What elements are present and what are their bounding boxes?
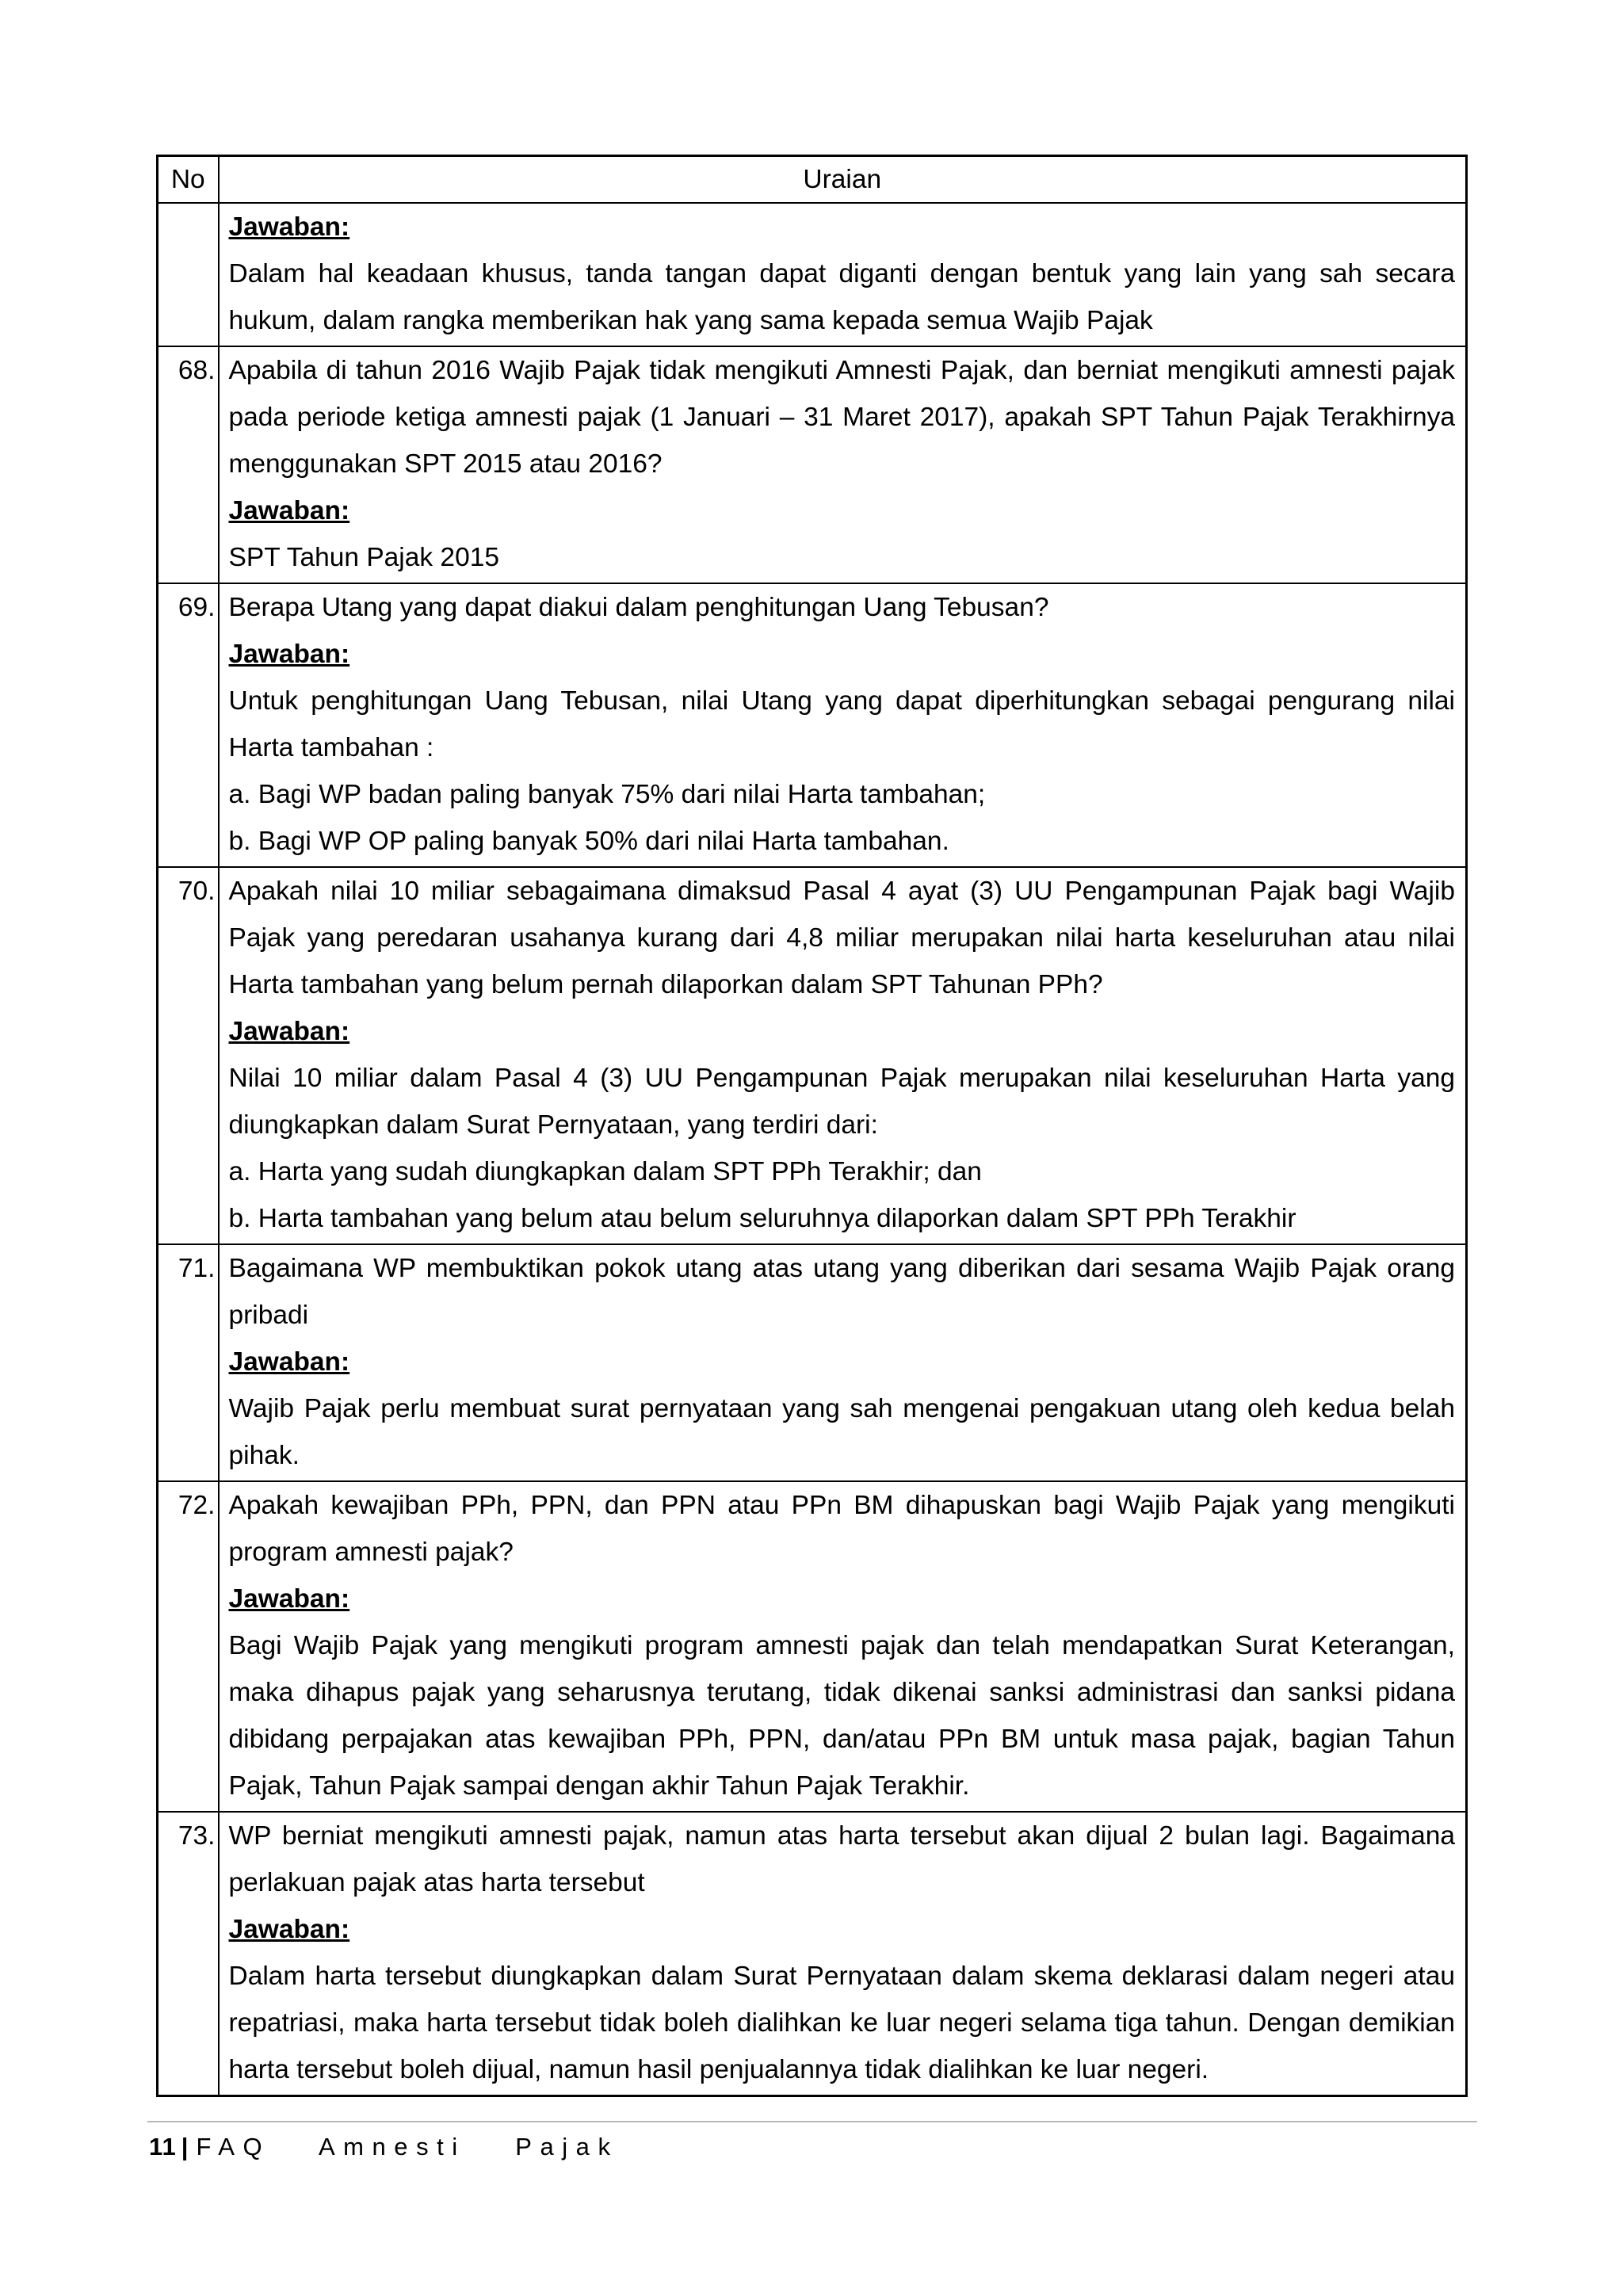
row-text: Apabila di tahun 2016 Wajib Pajak tidak mengikuti Amnesti Pajak, dan berniat mengikuti amnesti pajak pada periode ketiga amnesti pajak (1 Januari – 31 Maret 2017), apakah SPT Tahun Pajak Terakhirnya menggunakan SPT 2015 atau 2016? bbox=[228, 356, 1455, 479]
row-number: 69. bbox=[158, 583, 219, 867]
table-header bbox=[158, 156, 1467, 204]
table-row bbox=[158, 1812, 1467, 2096]
row-content bbox=[219, 867, 1467, 1244]
jawaban-label: Jawaban: bbox=[228, 1915, 350, 1944]
footer-separator-bar: | bbox=[181, 2133, 189, 2160]
table-body bbox=[158, 203, 1467, 2096]
table-row bbox=[158, 346, 1467, 583]
row-number bbox=[158, 203, 219, 346]
jawaban-label: Jawaban: bbox=[228, 1017, 350, 1046]
row-text: SPT Tahun Pajak 2015 bbox=[228, 543, 499, 572]
row-content bbox=[219, 1812, 1467, 2096]
row-text: Apakah nilai 10 miliar sebagaimana dimaksud Pasal 4 ayat (3) UU Pengampunan Pajak bagi Wajib Pajak yang peredaran usahanya kurang dari 4,8 miliar merupakan nilai harta keseluruhan atau nilai Harta tambahan yang belum pernah dilaporkan dalam SPT Tahunan PPh? bbox=[228, 877, 1455, 999]
jawaban-label: Jawaban: bbox=[228, 496, 350, 525]
row-text: Apakah kewajiban PPh, PPN, dan PPN atau PPn BM dihapuskan bagi Wajib Pajak yang mengikuti program amnesti pajak? bbox=[228, 1491, 1455, 1567]
page-number: 11 bbox=[149, 2133, 177, 2160]
table-row bbox=[158, 867, 1467, 1244]
row-content bbox=[219, 203, 1467, 346]
row-number: 71. bbox=[158, 1244, 219, 1481]
row-content bbox=[219, 1481, 1467, 1812]
row-number: 68. bbox=[158, 346, 219, 583]
row-content bbox=[219, 1244, 1467, 1481]
header-uraian: Uraian bbox=[219, 156, 1467, 204]
row-text: Bagaimana WP membuktikan pokok utang atas utang yang diberikan dari sesama Wajib Pajak orang pribadi bbox=[228, 1254, 1455, 1330]
row-number: 70. bbox=[158, 867, 219, 1244]
row-number: 72. bbox=[158, 1481, 219, 1812]
row-text: Bagi Wajib Pajak yang mengikuti program amnesti pajak dan telah mendapatkan Surat Keterangan, maka dihapus pajak yang seharusnya terutang, tidak dikenai sanksi administrasi dan sanksi pidana dibidang perpajakan atas kewajiban PPh, PPN, dan/atau PPn BM untuk masa pajak, bagian Tahun Pajak, Tahun Pajak sampai dengan akhir Tahun Pajak Terakhir. bbox=[228, 1631, 1455, 1801]
jawaban-label: Jawaban: bbox=[228, 1584, 350, 1614]
table-row bbox=[158, 1244, 1467, 1481]
row-number: 73. bbox=[158, 1812, 219, 2096]
table-row bbox=[158, 583, 1467, 867]
jawaban-label: Jawaban: bbox=[228, 640, 350, 669]
row-text: WP berniat mengikuti amnesti pajak, namun atas harta tersebut akan dijual 2 bulan lagi. Bagaimana perlakuan pajak atas harta tersebut bbox=[228, 1821, 1455, 1897]
row-text: Wajib Pajak perlu membuat surat pernyataan yang sah mengenai pengakuan utang oleh kedua belah pihak. bbox=[228, 1394, 1455, 1470]
row-text: Nilai 10 miliar dalam Pasal 4 (3) UU Pengampunan Pajak merupakan nilai keseluruhan Harta yang diungkapkan dalam Surat Pernyataan, yang terdiri dari: bbox=[228, 1064, 1455, 1140]
jawaban-label: Jawaban: bbox=[228, 1347, 350, 1377]
row-text: Dalam hal keadaan khusus, tanda tangan dapat diganti dengan bentuk yang lain yang sah secara hukum, dalam rangka memberikan hak yang sama kepada semua Wajib Pajak bbox=[228, 259, 1455, 335]
row-text: a. Harta yang sudah diungkapkan dalam SPT PPh Terakhir; dan bbox=[228, 1157, 982, 1186]
header-row bbox=[158, 156, 1467, 204]
row-text: b. Harta tambahan yang belum atau belum seluruhnya dilaporkan dalam SPT PPh Terakhir bbox=[228, 1204, 1296, 1233]
row-text: Dalam harta tersebut diungkapkan dalam Surat Pernyataan dalam skema deklarasi dalam negeri atau repatriasi, maka harta tersebut tidak boleh dialihkan ke luar negeri selama tiga tahun. Dengan demikian harta tersebut boleh dijual, namun hasil penjualannya tidak dialihkan ke luar negeri. bbox=[228, 1962, 1455, 2084]
table-row bbox=[158, 203, 1467, 346]
table-row bbox=[158, 1481, 1467, 1812]
header-no: No bbox=[158, 156, 219, 204]
faq-table bbox=[156, 155, 1468, 2097]
row-content bbox=[219, 346, 1467, 583]
footer-title: FAQ Amnesti Pajak bbox=[196, 2133, 619, 2160]
row-text: Untuk penghitungan Uang Tebusan, nilai Utang yang dapat diperhitungkan sebagai pengurang nilai Harta tambahan : bbox=[228, 686, 1455, 762]
jawaban-label: Jawaban: bbox=[228, 212, 350, 242]
page-footer bbox=[149, 2133, 619, 2161]
row-content bbox=[219, 583, 1467, 867]
row-text: Berapa Utang yang dapat diakui dalam penghitungan Uang Tebusan? bbox=[228, 593, 1049, 622]
row-text: b. Bagi WP OP paling banyak 50% dari nilai Harta tambahan. bbox=[228, 827, 949, 856]
row-text: a. Bagi WP badan paling banyak 75% dari nilai Harta tambahan; bbox=[228, 780, 986, 809]
footer-divider bbox=[147, 2121, 1477, 2122]
